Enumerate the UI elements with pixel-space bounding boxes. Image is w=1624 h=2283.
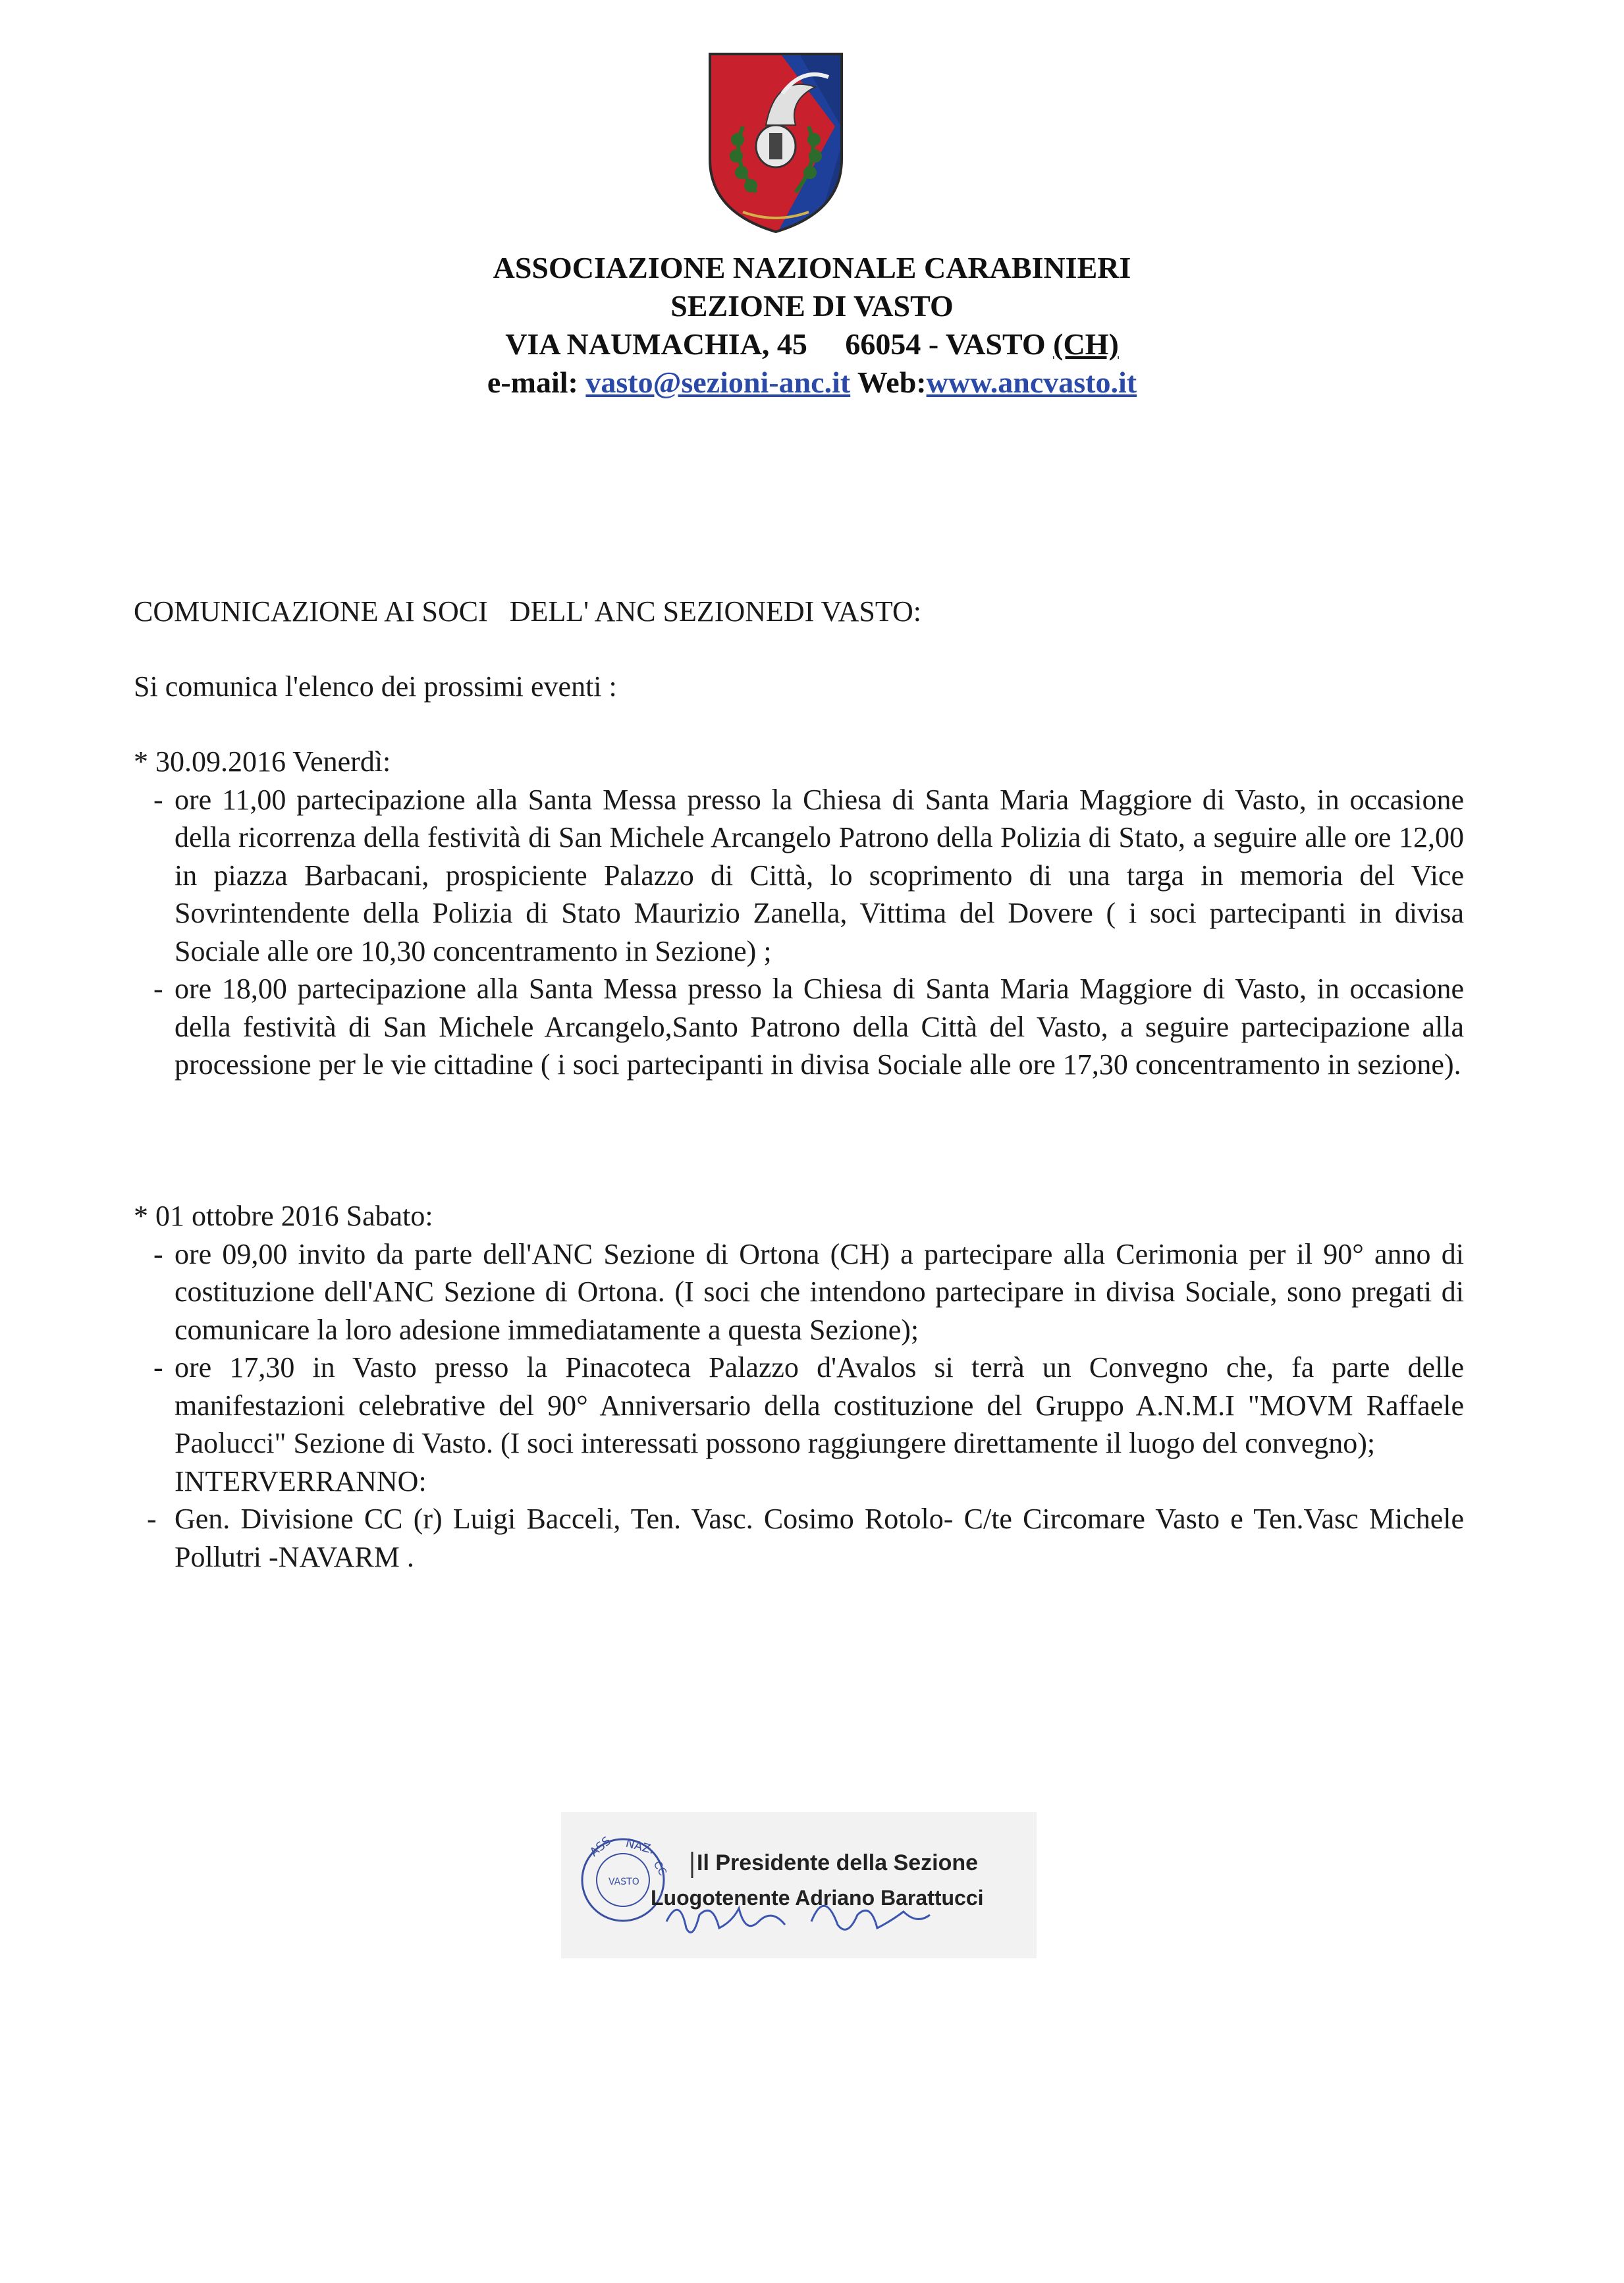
svg-text:VASTO: VASTO (609, 1877, 639, 1887)
event-item-text: ore 18,00 partecipazione alla Santa Messa presso la Chiesa di Santa Maria Maggiore di Vasto, in occasione della festività di San Michele Arcangelo,Santo Patrono della Città del Vasto, a seguire partecipazione alla processione per le vie cittadine ( i soci partecipanti in divisa Sociale alle ore 17,30 concentramento in sezione). (175, 973, 1464, 1081)
handwritten-signature (660, 1875, 936, 1948)
event-item-text: ore 09,00 invito da parte dell'ANC Sezione di Ortona (CH) a partecipare alla Cerimonia per il 90° anno di costituzione dell'ANC Sezione di Ortona. (I soci che intendono partecipare in divisa Sociale, sono pregati di comunicare la loro adesione immediatamente a questa Sezione); (175, 1237, 1464, 1346)
event-item-text: ore 11,00 partecipazione alla Santa Messa presso la Chiesa di Santa Maria Maggiore di Vasto, in occasione della ricorrenza della festività di San Michele Arcangelo Patrono della Polizia di Stato, a seguire alle ore 12,00 in piazza Barbacani, prospiciente Palazzo di Città, lo scoprimento di una targa in memoria del Vice Sovrintendente della Polizia di Stato Maurizio Zanella, Vittima del Dovere ( i soci partecipanti in divisa Sociale alle ore 10,30 concentramento in Sezione) ; (175, 783, 1464, 967)
svg-text:NAZ.: NAZ. (624, 1836, 656, 1858)
svg-text:ASS.: ASS. (587, 1831, 617, 1860)
event-item (134, 781, 1464, 971)
event-item (134, 1235, 1464, 1349)
section-name: SEZIONE DI VASTO (670, 289, 954, 323)
address-line (198, 325, 1426, 363)
organization-name: ASSOCIAZIONE NAZIONALE CARABINIERI (493, 251, 1131, 284)
website-link[interactable]: www.ancvasto.it (926, 365, 1137, 399)
signature-name: Luogotenente Adriano Barattucci (651, 1886, 984, 1910)
signature-stamp-area (561, 1812, 1037, 1958)
event-item (134, 1349, 1464, 1463)
event-date: * 01 ottobre 2016 Sabato: (134, 1200, 433, 1232)
web-label: Web: (850, 365, 927, 399)
province-code: (CH) (1053, 327, 1119, 361)
event-date: * 30.09.2016 Venerdì: (134, 745, 391, 778)
speakers-text: Gen. Divisione CC (r) Luigi Bacceli, Ten. Vasc. Cosimo Rotolo- C/te Circomare Vasto e Ten.Vasc Michele Pollutri -NAVARM . (175, 1503, 1464, 1573)
bullet-dash: - (153, 1351, 163, 1383)
bullet-dash: - (153, 1237, 163, 1270)
event-item (134, 970, 1464, 1084)
svg-text:CC: CC (651, 1858, 670, 1878)
stamp-separator (690, 1852, 694, 1878)
bullet-dash: - (147, 1503, 157, 1535)
carabinieri-crest-logo (703, 47, 848, 236)
interventions-label: INTERVERRANNO: (175, 1464, 427, 1497)
email-label: e-mail: (487, 365, 586, 399)
event-block (134, 743, 1464, 1084)
email-link[interactable]: vasto@sezioni-anc.it (585, 365, 851, 399)
intro-text: Si comunica l'elenco dei prossimi eventi : (134, 670, 617, 703)
contact-line (198, 363, 1426, 402)
speakers-item (134, 1500, 1464, 1576)
bullet-dash: - (153, 973, 163, 1005)
event-block (134, 1197, 1464, 1576)
letterhead (198, 249, 1426, 402)
signature-title: Il Presidente della Sezione (697, 1850, 979, 1875)
communication-heading: COMUNICAZIONE AI SOCI DELL' ANC SEZIONEDI VASTO: (134, 595, 921, 628)
event-item-text: ore 17,30 in Vasto presso la Pinacoteca Palazzo d'Avalos si terrà un Convegno che, fa parte delle manifestazioni celebrative del 90° Anniversario della costituzione del Gruppo A.N.M.I "MOVM Raffaele Paolucci" Sezione di Vasto. (I soci interessati possono raggiungere direttamente il luogo del convegno); (175, 1351, 1464, 1459)
address-text: VIA NAUMACHIA, 45 66054 - VASTO (505, 327, 1054, 361)
bullet-dash: - (153, 783, 163, 816)
